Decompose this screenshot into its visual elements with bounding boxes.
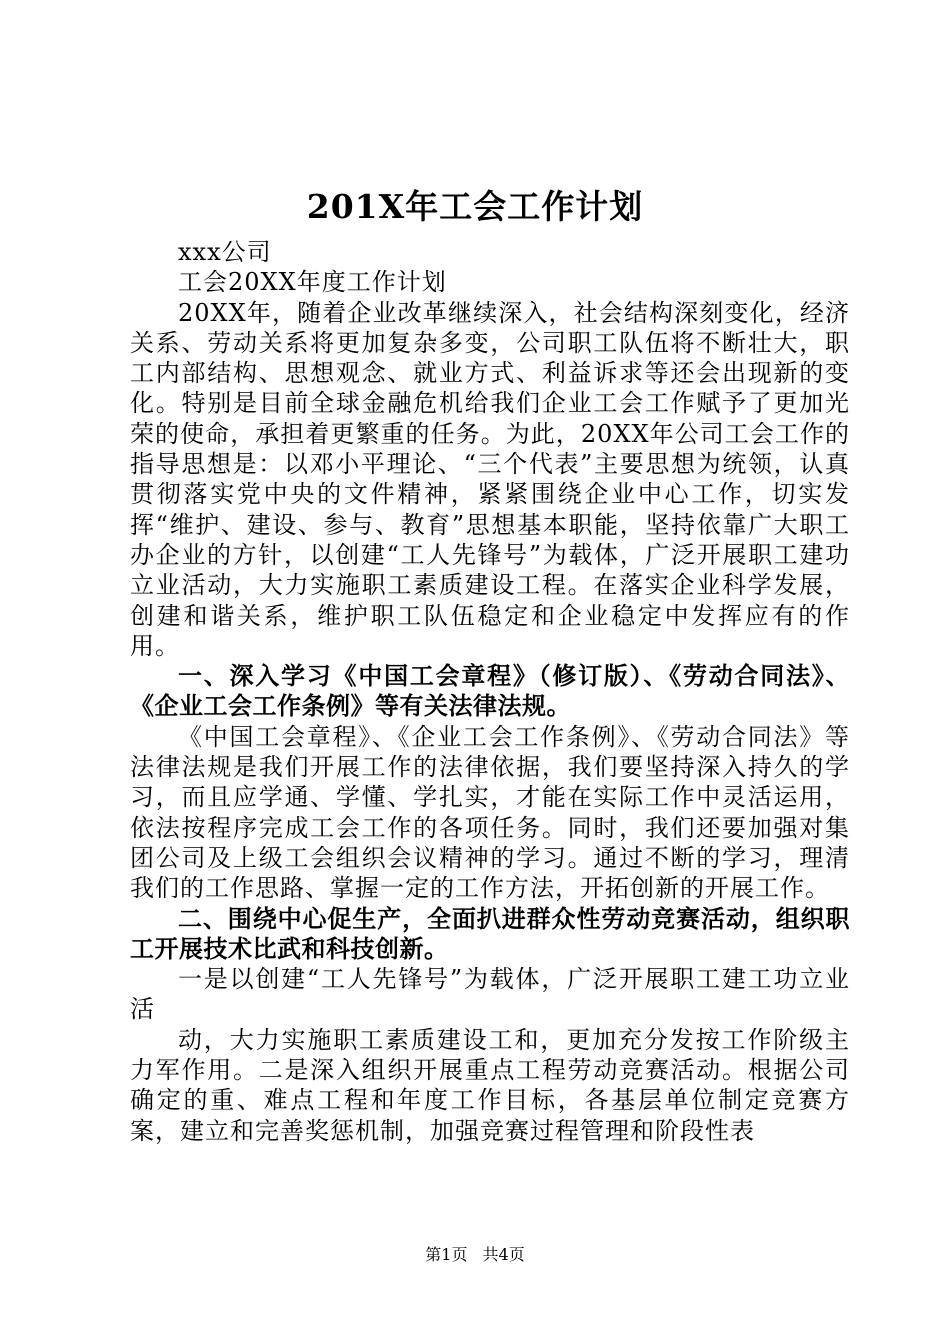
document-title: 201X年工会工作计划	[306, 187, 644, 226]
paragraph-section-2b: 动，大力实施职工素质建设工和，更加充分发按工作阶级主力军作用。二是深入组织开展重点工程劳动竞赛活动。根据公司确定的重、难点工程和年度工作目标，各基层单位制定竞赛方案，建立和完善奖惩机制，加强竞赛过程管理和阶段性表	[130, 1025, 850, 1145]
paragraph-plan-name: 工会20XX年度工作计划	[178, 268, 447, 297]
document-body	[130, 237, 850, 1146]
page-number: 第1页	[425, 1245, 468, 1264]
paragraph-section-2a: 一是以创建“工人先锋号”为载体，广泛开展职工建工功立业活	[130, 965, 850, 1024]
paragraph-intro: 20XX年，随着企业改革继续深入，社会结构深刻变化，经济关系、劳动关系将更加复杂多变，公司职工队伍将不断壮大，职工内部结构、思想观念、就业方式、利益诉求等还会出现新的变化。特别是目前全球金融危机给我们企业工会工作赋予了更加光荣的使命，承担着更繁重的任务。为此，20XX年公司工会工作的指导思想是：以邓小平理论、“三个代表”主要思想为统领，认真贯彻落实党中央的文件精神，紧紧围绕企业中心工作，切实发挥“维护、建设、参与、教育”思想基本职能，坚持依靠广大职工办企业的方针，以创建“工人先锋号”为载体，广泛开展职工建功立业活动，大力实施职工素质建设工程。在落实企业科学发展，创建和谐关系，维护职工队伍稳定和企业稳定中发挥应有的作用。	[130, 298, 850, 660]
section-heading-1: 一、深入学习《中国工会章程》（修订版）、《劳动合同法》、《企业工会工作条例》等有关法律法规。	[130, 662, 850, 721]
section-heading-2: 二、围绕中心促生产，全面扒进群众性劳动竞赛活动，组织职工开展技术比武和科技创新。	[130, 904, 850, 963]
paragraph-section-1: 《中国工会章程》、《企业工会工作条例》、《劳动合同法》等法律法规是我们开展工作的法律依据，我们要坚持深入持久的学习，而且应学通、学懂、学扎实，才能在实际工作中灵活运用，依法按程序完成工会工作的各项任务。同时，我们还要加强对集团公司及上级工会组织会议精神的学习。通过不断的学习，理清我们的工作思路、掌握一定的工作方法，开拓创新的开展工作。	[130, 722, 850, 903]
page-total: 共4页	[482, 1245, 525, 1264]
paragraph-company: xxx公司	[178, 238, 272, 266]
page-footer	[0, 1245, 950, 1265]
